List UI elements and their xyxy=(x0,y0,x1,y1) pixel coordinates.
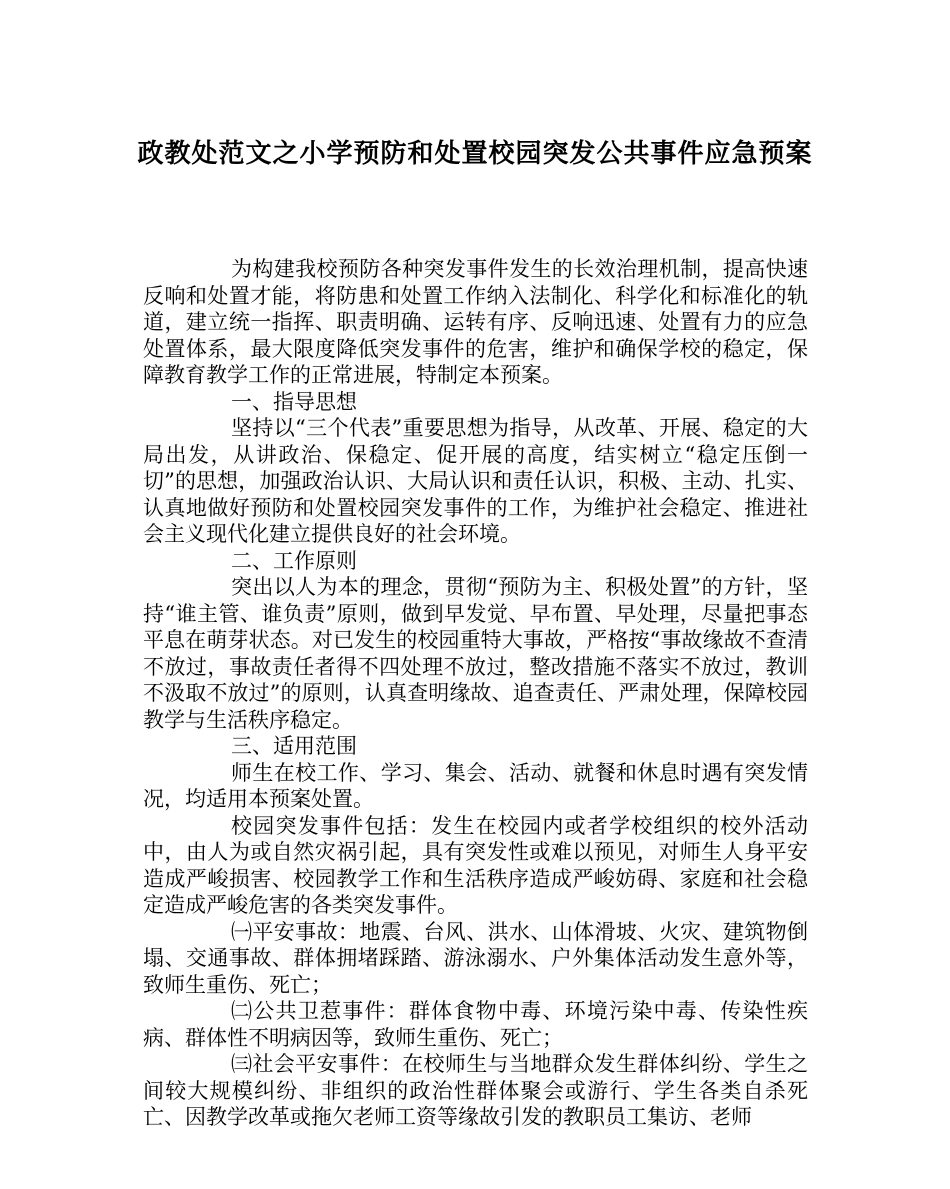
section-heading-work-principles: 二、工作原则 xyxy=(231,548,357,573)
section-heading-scope: 三、适用范围 xyxy=(231,734,357,758)
safety-accident-item: ㈠平安事故：地震、台风、洪水、山体滑坡、火灾、建筑物倒塌、交通事故、群体拥堵踩踏、游泳溺水、户外集体活动发生意外等，致师生重伤、死亡； xyxy=(143,919,808,997)
intro-paragraph: 为构建我校预防各种突发事件发生的长效治理机制，提高快速反响和处置才能，将防患和处置工作纳入法制化、科学化和标准化的轨道，建立统一指挥、职责明确、运转有序、反响迅速、处置有力的应急处置体系，最大限度降低突发事件的危害，维护和确保学校的稳定，保障教育教学工作的正常进展，特制定本预案。 xyxy=(143,257,808,387)
scope-paragraph: 师生在校工作、学习、集会、活动、就餐和休息时遇有突发情况，均适用本预案处置。 xyxy=(143,760,808,811)
public-health-item: ㈡公共卫惹事件：群体食物中毒、环境污染中毒、传染性疾病、群体性不明病因等，致师生重伤、死亡； xyxy=(143,999,808,1050)
incident-definition-paragraph: 校园突发事件包括：发生在校园内或者学校组织的校外活动中，由人为或自然灾祸引起，具有突发性或难以预见，对师生人身平安造成严峻损害、校园教学工作和生活秩序造成严峻妨碍、家庭和社会稳定造成严峻危害的各类突发事件。 xyxy=(143,813,808,917)
section-heading-guiding-thought: 一、指导思想 xyxy=(231,389,357,414)
document-body xyxy=(143,256,808,1131)
document-title: 政教处范文之小学预防和处置校园突发公共事件应急预案 xyxy=(137,139,813,169)
social-security-item: ㈢社会平安事件：在校师生与当地群众发生群体纠纷、学生之间较大规模纠纷、非组织的政治性群体聚会或游行、学生各类自杀死亡、因教学改革或拖欠老师工资等缘故引发的教职员工集访、老师 xyxy=(143,1052,808,1129)
guiding-thought-paragraph: 坚持以“三个代表”重要思想为指导，从改革、开展、稳定的大局出发，从讲政治、保稳定、促开展的高度，结实树立“稳定压倒一切”的思想，加强政治认识、大局认识和责任认识，积极、主动、扎实、认真地做好预防和处置校园突发事件的工作，为维护社会稳定、推进社会主义现代化建立提供良好的社会环境。 xyxy=(143,416,808,546)
work-principles-paragraph: 突出以人为本的理念，贯彻“预防为主、积极处置”的方针，坚持“谁主管、谁负责”原则，做到早发觉、早布置、早处理，尽量把事态平息在萌芽状态。对已发生的校园重特大事故，严格按“事故缘故不查清不放过，事故责任者得不四处理不放过，整改措施不落实不放过，教训不汲取不放过”的原则，认真查明缘故、追查责任、严肃处理，保障校园教学与生活秩序稳定。 xyxy=(143,575,808,732)
